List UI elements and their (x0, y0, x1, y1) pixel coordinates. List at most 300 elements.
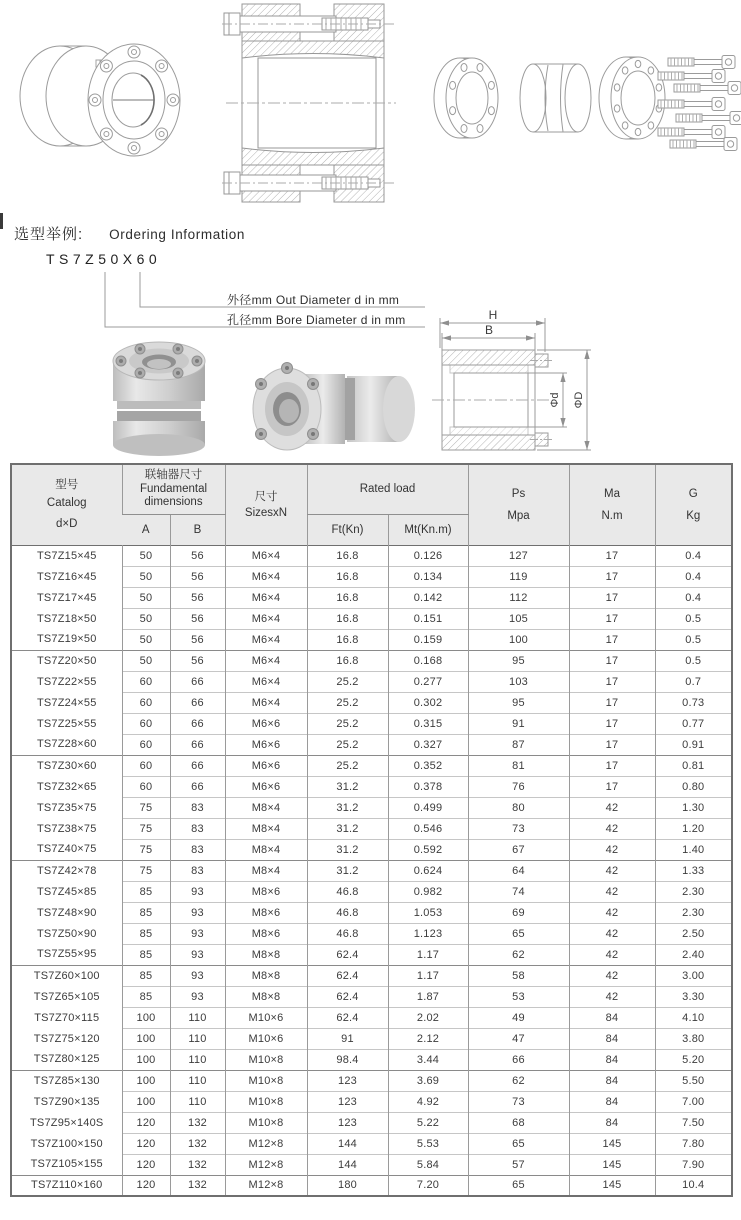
spec-cell: M8×8 (225, 986, 307, 1007)
table-header (11, 464, 732, 545)
spec-cell: 84 (569, 1028, 655, 1049)
cross-section-drawing (222, 2, 398, 208)
spec-cell: 84 (569, 1049, 655, 1070)
spec-cell: 5.22 (388, 1112, 468, 1133)
spec-cell: 100 (122, 1007, 170, 1028)
spec-cell: 42 (569, 818, 655, 839)
spec-cell: 110 (170, 1070, 225, 1091)
spec-cell: 2.02 (388, 1007, 468, 1028)
spec-cell: 0.277 (388, 671, 468, 692)
catalog-cell: TS7Z105×155 (30, 1158, 103, 1171)
spec-cell: 50 (122, 587, 170, 608)
spec-cell: 110 (170, 1028, 225, 1049)
spec-cell: 42 (569, 797, 655, 818)
spec-cell: 85 (122, 965, 170, 986)
spec-cell: 0.5 (655, 629, 732, 650)
spec-cell: 60 (122, 692, 170, 713)
catalog-cell: TS7Z70×115 (34, 1011, 100, 1024)
catalog-cell: TS7Z95×140S (30, 1116, 104, 1129)
spec-cell: 100 (468, 629, 569, 650)
spec-cell: 3.69 (388, 1070, 468, 1091)
spec-cell: 62.4 (307, 986, 388, 1007)
table-row (11, 1112, 732, 1133)
spec-cell: 132 (170, 1175, 225, 1196)
spec-cell: M6×4 (225, 608, 307, 629)
catalog-cell: TS7Z32×65 (36, 780, 97, 793)
spec-cell: 105 (468, 608, 569, 629)
spec-cell: 103 (468, 671, 569, 692)
spec-cell: 83 (170, 818, 225, 839)
spec-cell: 87 (468, 734, 569, 755)
spec-cell: 0.302 (388, 692, 468, 713)
spec-cell: M12×8 (225, 1154, 307, 1175)
spec-cell: 100 (122, 1028, 170, 1049)
spec-cell: 25.2 (307, 671, 388, 692)
catalog-cell: TS7Z18×50 (36, 612, 97, 625)
spec-cell: 83 (170, 839, 225, 860)
spec-cell: 0.5 (655, 608, 732, 629)
table-row (11, 1049, 732, 1070)
table-row (11, 839, 732, 860)
spec-cell: 100 (122, 1091, 170, 1112)
spec-cell: 17 (569, 776, 655, 797)
header-b: B (170, 514, 225, 545)
spec-cell: 65 (468, 1133, 569, 1154)
spec-cell: 0.73 (655, 692, 732, 713)
spec-cell: 91 (307, 1028, 388, 1049)
dim-label-phi-d: Φd (549, 392, 561, 408)
catalog-cell: TS7Z50×90 (36, 927, 97, 940)
spec-cell: 5.84 (388, 1154, 468, 1175)
spec-cell: 62.4 (307, 965, 388, 986)
spec-cell: 17 (569, 734, 655, 755)
spec-cell: 3.30 (655, 986, 732, 1007)
spec-cell: 145 (569, 1133, 655, 1154)
spec-cell: 42 (569, 839, 655, 860)
spec-cell: 60 (122, 776, 170, 797)
spec-cell: 100 (122, 1070, 170, 1091)
spec-cell: 2.50 (655, 923, 732, 944)
table-row (11, 1070, 732, 1091)
spec-cell: M6×6 (225, 776, 307, 797)
spec-cell: 42 (569, 860, 655, 881)
spec-cell: 0.5 (655, 650, 732, 671)
ordering-heading (14, 223, 245, 244)
spec-cell: M6×6 (225, 755, 307, 776)
spec-cell: 60 (122, 755, 170, 776)
spec-cell: 17 (569, 650, 655, 671)
spec-cell: 75 (122, 839, 170, 860)
spec-cell: 132 (170, 1133, 225, 1154)
spec-cell: 60 (122, 713, 170, 734)
catalog-cell: TS7Z45×85 (36, 885, 97, 898)
table-row (11, 734, 732, 755)
header-sizes (225, 464, 307, 545)
catalog-cell: TS7Z80×125 (33, 1053, 100, 1066)
cap-screws (658, 56, 741, 151)
table-row (11, 566, 732, 587)
spec-cell: 85 (122, 923, 170, 944)
spec-cell: 7.50 (655, 1112, 732, 1133)
catalog-cell: TS7Z28×60 (36, 738, 97, 751)
ordering-title-cn: 选型举例: (14, 226, 84, 243)
spec-cell: 42 (569, 881, 655, 902)
rear-ring (599, 57, 665, 139)
spec-cell: 91 (468, 713, 569, 734)
catalog-cell: TS7Z17×45 (36, 591, 97, 604)
spec-cell: M12×8 (225, 1133, 307, 1154)
spec-cell: 100 (122, 1049, 170, 1070)
spec-cell: 17 (569, 608, 655, 629)
spec-cell: 0.91 (655, 734, 732, 755)
header-ps: Ps Mpa (468, 464, 569, 545)
ordering-example-code: TS7Z50X60 (46, 251, 162, 267)
catalog-cell: TS7Z38×75 (36, 822, 97, 835)
table-row (11, 1175, 732, 1196)
exploded-view-drawing (430, 50, 741, 152)
spec-cell: 56 (170, 545, 225, 566)
spec-cell: 110 (170, 1091, 225, 1112)
spec-cell: 50 (122, 545, 170, 566)
table-row (11, 902, 732, 923)
spec-cell: 17 (569, 713, 655, 734)
spec-cell: 95 (468, 692, 569, 713)
spec-cell: 0.352 (388, 755, 468, 776)
spec-cell: 1.20 (655, 818, 732, 839)
table-row (11, 545, 732, 566)
spec-cell: M6×4 (225, 566, 307, 587)
spec-cell: 62 (468, 944, 569, 965)
spec-cell: 120 (122, 1154, 170, 1175)
spec-cell: 110 (170, 1007, 225, 1028)
spec-cell: 83 (170, 797, 225, 818)
spec-cell: 0.327 (388, 734, 468, 755)
spec-cell: 1.87 (388, 986, 468, 1007)
spec-cell: 57 (468, 1154, 569, 1175)
spec-cell: M10×8 (225, 1049, 307, 1070)
spec-cell: 10.4 (655, 1175, 732, 1196)
catalog-cell: TS7Z85×130 (11, 1070, 122, 1091)
spec-cell: 93 (170, 986, 225, 1007)
spec-cell: 0.168 (388, 650, 468, 671)
spec-cell: 69 (468, 902, 569, 923)
header-ma: Ma N.m (569, 464, 655, 545)
table-row (11, 755, 732, 776)
dimension-diagram (430, 298, 741, 465)
spec-cell: M8×6 (225, 881, 307, 902)
spec-cell: 0.77 (655, 713, 732, 734)
table-row (11, 818, 732, 839)
catalog-cell: TS7Z20×50 (11, 650, 122, 671)
spec-cell: 46.8 (307, 902, 388, 923)
spec-cell: 0.80 (655, 776, 732, 797)
spec-cell: 145 (569, 1175, 655, 1196)
table-row (11, 1133, 732, 1154)
header-catalog-line: d×D (56, 518, 78, 531)
spec-cell: 46.8 (307, 923, 388, 944)
spec-cell: 62.4 (307, 1007, 388, 1028)
spec-cell: 65 (468, 923, 569, 944)
spec-cell: 65 (468, 1175, 569, 1196)
out-diameter-label: 外径mm Out Diameter d in mm (227, 293, 400, 307)
table-row (11, 587, 732, 608)
spec-cell: 16.8 (307, 608, 388, 629)
page-edge-mark (0, 213, 3, 229)
spec-cell: 0.4 (655, 545, 732, 566)
spec-cell: 42 (569, 923, 655, 944)
catalog-cell: TS7Z22×55 (36, 675, 97, 688)
table-row (11, 1028, 732, 1049)
spec-cell: 4.92 (388, 1091, 468, 1112)
spec-cell: M6×4 (225, 650, 307, 671)
spec-cell: 16.8 (307, 587, 388, 608)
spec-cell: 132 (170, 1112, 225, 1133)
spec-cell: 180 (307, 1175, 388, 1196)
table-row (11, 671, 732, 692)
spec-cell: 64 (468, 860, 569, 881)
spec-cell: 16.8 (307, 629, 388, 650)
spec-cell: 7.00 (655, 1091, 732, 1112)
header-sizes-line: SizesxN (244, 506, 288, 519)
spec-cell: 5.53 (388, 1133, 468, 1154)
table-row (11, 692, 732, 713)
spec-cell: 50 (122, 650, 170, 671)
table-row (11, 944, 732, 965)
spec-cell: 119 (468, 566, 569, 587)
spec-cell: 75 (122, 860, 170, 881)
spec-cell: 2.30 (655, 902, 732, 923)
spec-cell: 46.8 (307, 881, 388, 902)
spec-cell: M10×6 (225, 1007, 307, 1028)
spec-cell: 68 (468, 1112, 569, 1133)
spec-cell: 60 (122, 734, 170, 755)
spec-cell: 1.053 (388, 902, 468, 923)
spec-cell: M6×6 (225, 713, 307, 734)
spec-cell: 31.2 (307, 818, 388, 839)
header-catalog (11, 464, 122, 545)
spec-cell: 112 (468, 587, 569, 608)
spec-cell: 66 (170, 734, 225, 755)
table-row (11, 650, 732, 671)
catalog-cell: TS7Z16×45 (36, 570, 97, 583)
dim-label-b: B (484, 323, 494, 337)
spec-cell: 110 (170, 1049, 225, 1070)
catalog-cell: TS7Z35×75 (36, 801, 97, 814)
spec-cell: M10×8 (225, 1091, 307, 1112)
spec-cell: 85 (122, 944, 170, 965)
table-row (11, 1091, 732, 1112)
front-ring (434, 58, 498, 138)
catalog-cell: TS7Z42×78 (11, 860, 122, 881)
spec-cell: 127 (468, 545, 569, 566)
spec-cell: 66 (170, 755, 225, 776)
spec-cell: 120 (122, 1112, 170, 1133)
spec-cell: 0.982 (388, 881, 468, 902)
spec-cell: 17 (569, 692, 655, 713)
spec-cell: 73 (468, 818, 569, 839)
spec-cell: 25.2 (307, 713, 388, 734)
spec-cell: 81 (468, 755, 569, 776)
spec-cell: 17 (569, 566, 655, 587)
spec-cell: 17 (569, 755, 655, 776)
header-a: A (122, 514, 170, 545)
table-row (11, 1154, 732, 1175)
spec-cell: 25.2 (307, 692, 388, 713)
spec-cell: M8×6 (225, 923, 307, 944)
spec-cell: M6×4 (225, 587, 307, 608)
dim-label-h: H (488, 308, 498, 322)
spec-cell: 56 (170, 608, 225, 629)
spec-cell: 98.4 (307, 1049, 388, 1070)
catalog-cell: TS7Z15×45 (36, 549, 97, 562)
spec-cell: M8×4 (225, 860, 307, 881)
spec-cell: 25.2 (307, 734, 388, 755)
spec-cell: 93 (170, 881, 225, 902)
table-row (11, 1007, 732, 1028)
spec-cell: 7.20 (388, 1175, 468, 1196)
ordering-title-en: Ordering Information (109, 227, 245, 242)
spec-cell: 0.7 (655, 671, 732, 692)
spec-cell: 0.126 (388, 545, 468, 566)
spec-cell: 50 (122, 608, 170, 629)
spec-cell: 85 (122, 881, 170, 902)
spec-cell: 0.378 (388, 776, 468, 797)
spec-cell: 132 (170, 1154, 225, 1175)
spec-cell: 42 (569, 944, 655, 965)
catalog-cell: TS7Z100×150 (30, 1137, 103, 1150)
spec-cell: 0.159 (388, 629, 468, 650)
dim-label-phi-big-d: ΦD (573, 391, 585, 409)
spec-cell: 42 (569, 902, 655, 923)
spec-cell: 62 (468, 1070, 569, 1091)
spec-cell: 3.80 (655, 1028, 732, 1049)
header-catalog-line: 型号 (55, 479, 79, 492)
spec-cell: M6×6 (225, 734, 307, 755)
spec-cell: 0.624 (388, 860, 468, 881)
spec-cell: 84 (569, 1070, 655, 1091)
spec-cell: 17 (569, 629, 655, 650)
header-rated-load: Rated load (307, 464, 468, 514)
spec-cell: 3.44 (388, 1049, 468, 1070)
spec-cell: 2.12 (388, 1028, 468, 1049)
bore-diameter-label: 孔径mm Bore Diameter d in mm (227, 313, 406, 327)
spec-table (10, 463, 733, 1197)
table-row (11, 629, 732, 650)
spec-cell: 66 (170, 776, 225, 797)
spec-cell: 42 (569, 986, 655, 1007)
spec-cell: 1.17 (388, 965, 468, 986)
spec-cell: 144 (307, 1133, 388, 1154)
spec-cell: M10×8 (225, 1070, 307, 1091)
spec-cell: M6×4 (225, 671, 307, 692)
spec-cell: 1.40 (655, 839, 732, 860)
header-fundamental-line: 联轴器尺寸 (144, 469, 203, 481)
spec-cell: 145 (569, 1154, 655, 1175)
spec-cell: 0.4 (655, 587, 732, 608)
catalog-cell: TS7Z30×60 (11, 755, 122, 776)
spec-cell: 1.123 (388, 923, 468, 944)
spec-cell: 56 (170, 566, 225, 587)
spec-cell: 123 (307, 1091, 388, 1112)
product-photo-1 (100, 335, 218, 460)
spec-table-body (11, 545, 732, 1196)
spec-cell: 66 (170, 671, 225, 692)
spec-cell: 0.315 (388, 713, 468, 734)
spec-cell: 16.8 (307, 545, 388, 566)
spec-cell: 49 (468, 1007, 569, 1028)
catalog-cell: TS7Z65×105 (33, 990, 100, 1003)
spec-cell: 85 (122, 902, 170, 923)
spec-cell: 93 (170, 923, 225, 944)
spec-cell: 75 (122, 797, 170, 818)
catalog-cell: TS7Z75×120 (33, 1032, 100, 1045)
spec-cell: 16.8 (307, 650, 388, 671)
spec-cell: 56 (170, 629, 225, 650)
spec-cell: 1.30 (655, 797, 732, 818)
spec-cell: M8×6 (225, 902, 307, 923)
spec-cell: 84 (569, 1112, 655, 1133)
spec-cell: 31.2 (307, 797, 388, 818)
table-row (11, 965, 732, 986)
spec-cell: 17 (569, 545, 655, 566)
table-row (11, 776, 732, 797)
header-fundamental-line: dimensions (144, 496, 203, 508)
spec-cell: 93 (170, 902, 225, 923)
spec-cell: 120 (122, 1175, 170, 1196)
table-row (11, 923, 732, 944)
spec-cell: 120 (122, 1133, 170, 1154)
spec-cell: 83 (170, 860, 225, 881)
spec-cell: 0.4 (655, 566, 732, 587)
spec-cell: 0.546 (388, 818, 468, 839)
spec-cell: 3.00 (655, 965, 732, 986)
catalog-cell: TS7Z19×50 (36, 633, 97, 646)
header-sizes-line: 尺寸 (254, 490, 278, 503)
spec-cell: 93 (170, 944, 225, 965)
table-row (11, 608, 732, 629)
spec-cell: 66 (170, 692, 225, 713)
spec-cell: 56 (170, 650, 225, 671)
spec-cell: 0.81 (655, 755, 732, 776)
spec-cell: 47 (468, 1028, 569, 1049)
spec-cell: 73 (468, 1091, 569, 1112)
spec-cell: 75 (122, 818, 170, 839)
header-ft: Ft(Kn) (307, 514, 388, 545)
spec-cell: 2.30 (655, 881, 732, 902)
spec-cell: 25.2 (307, 755, 388, 776)
spec-cell: 80 (468, 797, 569, 818)
catalog-cell: TS7Z48×90 (36, 906, 97, 919)
spec-cell: 123 (307, 1112, 388, 1133)
spec-cell: 66 (170, 713, 225, 734)
catalog-cell: TS7Z55×95 (36, 948, 97, 961)
header-fundamental-line: Fundamental (139, 482, 208, 495)
spec-cell: 74 (468, 881, 569, 902)
spec-cell: 4.10 (655, 1007, 732, 1028)
catalog-cell: TS7Z60×100 (11, 965, 122, 986)
catalog-cell: TS7Z90×135 (33, 1095, 100, 1108)
spec-cell: 5.20 (655, 1049, 732, 1070)
spec-cell: 0.134 (388, 566, 468, 587)
spec-cell: M8×4 (225, 818, 307, 839)
spec-cell: 17 (569, 587, 655, 608)
table-row (11, 860, 732, 881)
catalog-cell: TS7Z24×55 (36, 696, 97, 709)
header-g: G Kg (655, 464, 732, 545)
spec-cell: 31.2 (307, 860, 388, 881)
spec-cell: 17 (569, 671, 655, 692)
spec-cell: 7.80 (655, 1133, 732, 1154)
